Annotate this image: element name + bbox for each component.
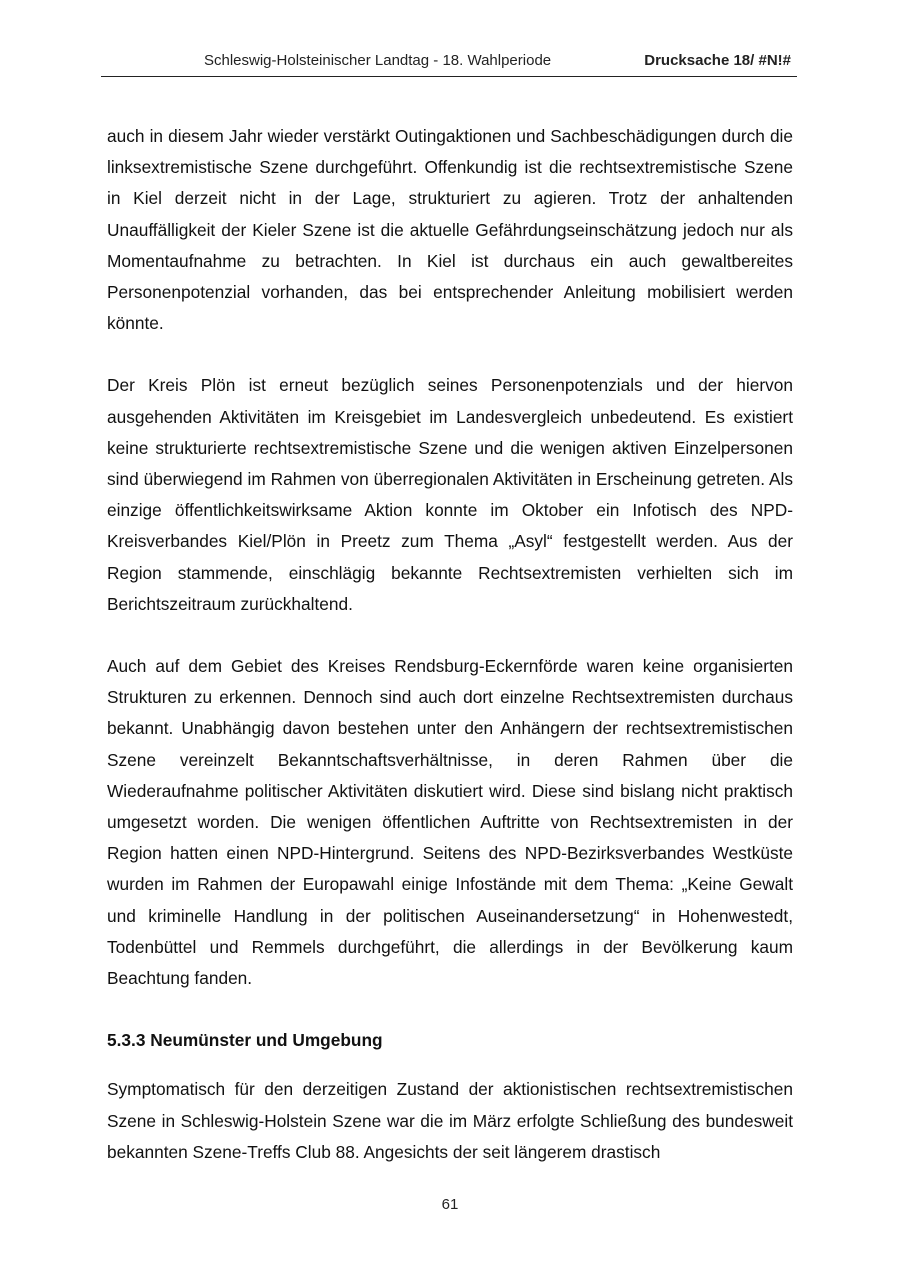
- paragraph-kiel: auch in diesem Jahr wieder verstärkt Outingaktionen und Sachbeschädigungen durch die linksextremistische Szene durchgeführt. Offenkundig ist die rechtsextremistische Szene in Kiel derzeit nicht in der Lage, strukturiert zu agieren. Trotz der anhaltenden Unauffälligkeit der Kieler Szene ist die aktuelle Gefährdungseinschätzung jedoch nur als Momentaufnahme zu betrachten. In Kiel ist durchaus ein auch gewaltbereites Personenpotenzial vorhanden, das bei entsprechender Anleitung mobilisiert werden könnte.: [107, 126, 793, 334]
- section-heading-neumuenster: 5.3.3 Neumünster und Umgebung: [107, 1030, 383, 1051]
- paragraph-rendsburg-eckernfoerde: Auch auf dem Gebiet des Kreises Rendsburg-Eckernförde waren keine organisierten Strukturen zu erkennen. Dennoch sind auch dort einzelne Rechtsextremisten durchaus bekannt. Unabhängig davon bestehen unter den Anhängern der rechtsextremistischen Szene vereinzelt Bekanntschaftsverhältnisse, in deren Rahmen über die Wiederaufnahme politischer Aktivitäten diskutiert wird. Diese sind bislang nicht praktisch umgesetzt worden. Die wenigen öffentlichen Auftritte von Rechtsextremisten in der Region hatten einen NPD-Hintergrund. Seitens des NPD-Bezirksverbandes Westküste wurden im Rahmen der Europawahl einige Infostände mit dem Thema: „Keine Gewalt und kriminelle Handlung in der politischen Auseinandersetzung“ in Hohenwestedt, Todenbüttel und Remmels durchgeführt, die allerdings in der Bevölkerung kaum Beachtung fanden.: [107, 656, 793, 989]
- paragraph-neumuenster: Symptomatisch für den derzeitigen Zustand der aktionistischen rechtsextremistischen Szene in Schleswig-Holstein Szene war die im März erfolgte Schließung des bundesweit bekannten Szene-Treffs Club 88. Angesichts der seit längerem drastisch: [107, 1079, 793, 1162]
- document-body: [107, 121, 793, 1168]
- page-header: [101, 50, 797, 77]
- page-number: 61: [441, 1196, 459, 1213]
- parliament-title: Schleswig-Holsteinischer Landtag - 18. Wahlperiode: [204, 52, 552, 69]
- paragraph-ploen: Der Kreis Plön ist erneut bezüglich seines Personenpotenzials und der hiervon ausgehenden Aktivitäten im Kreisgebiet im Landesvergleich unbedeutend. Es existiert keine strukturierte rechtsextremistische Szene und die wenigen aktiven Einzelpersonen sind überwiegend im Rahmen von überregionalen Aktivitäten in Erscheinung getreten. Als einzige öffentlichkeitswirksame Aktion konnte im Oktober ein Infotisch des NPD-Kreisverbandes Kiel/Plön in Preetz zum Thema „Asyl“ festgestellt werden. Aus der Region stammende, einschlägig bekannte Rechtsextremisten verhielten sich im Berichtszeitraum zurückhaltend.: [107, 375, 793, 614]
- document-number: Drucksache 18/ #N!#: [644, 52, 791, 69]
